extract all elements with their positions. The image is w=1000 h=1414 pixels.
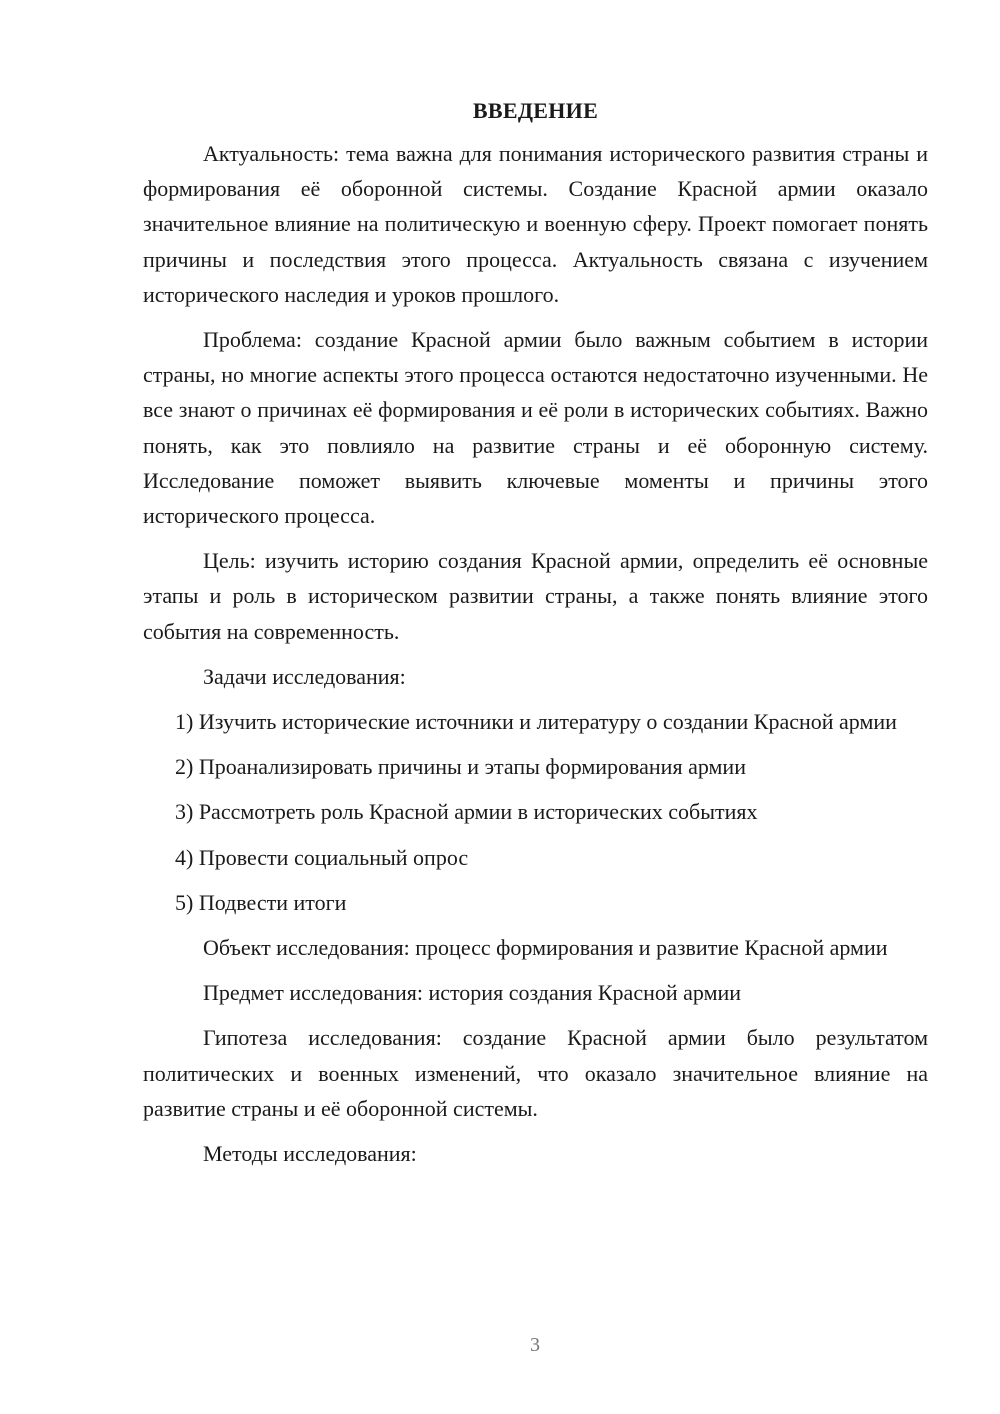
task-item-4: 4) Провести социальный опрос bbox=[175, 844, 469, 870]
page-content bbox=[143, 96, 928, 1181]
tasks-heading: Задачи исследования: bbox=[203, 663, 406, 689]
task-item-2: 2) Проанализировать причины и этапы формирования армии bbox=[175, 754, 746, 780]
task-item-5: 5) Подвести итоги bbox=[175, 889, 347, 915]
paragraph-object: Объект исследования: процесс формирования и развитие Красной армии bbox=[203, 935, 888, 961]
paragraph-relevance: Актуальность: тема важна для понимания исторического развития страны и формирования её оборонной системы. Создание Красной армии оказало значительное влияние на политическую и военную сферу. Проект помогает понять причины и последствия этого процесса. Актуальность связана с изучением исторического наследия и уроков прошлого. bbox=[143, 141, 928, 307]
task-item-1: 1) Изучить исторические источники и литературу о создании Красной армии bbox=[175, 709, 897, 735]
task-item-3: 3) Рассмотреть роль Красной армии в исторических событиях bbox=[175, 799, 758, 825]
paragraph-hypothesis: Гипотеза исследования: создание Красной армии было результатом политических и военных изменений, что оказало значительное влияние на развитие страны и её оборонной системы. bbox=[143, 1025, 928, 1121]
page-number: 3 bbox=[530, 1334, 540, 1356]
paragraph-subject: Предмет исследования: история создания Красной армии bbox=[203, 980, 742, 1006]
methods-heading: Методы исследования: bbox=[203, 1141, 417, 1167]
paragraph-goal: Цель: изучить историю создания Красной армии, определить её основные этапы и роль в историческом развитии страны, а также понять влияние этого события на современность. bbox=[143, 548, 928, 644]
paragraph-problem: Проблема: создание Красной армии было важным событием в истории страны, но многие аспекты этого процесса остаются недостаточно изученными. Не все знают о причинах её формирования и её роли в исторических событиях. Важно понять, как это повлияло на развитие страны и её оборонную систему. Исследование поможет выявить ключевые моменты и причины этого исторического процесса. bbox=[143, 327, 928, 529]
page-title: ВВЕДЕНИЕ bbox=[472, 98, 599, 123]
